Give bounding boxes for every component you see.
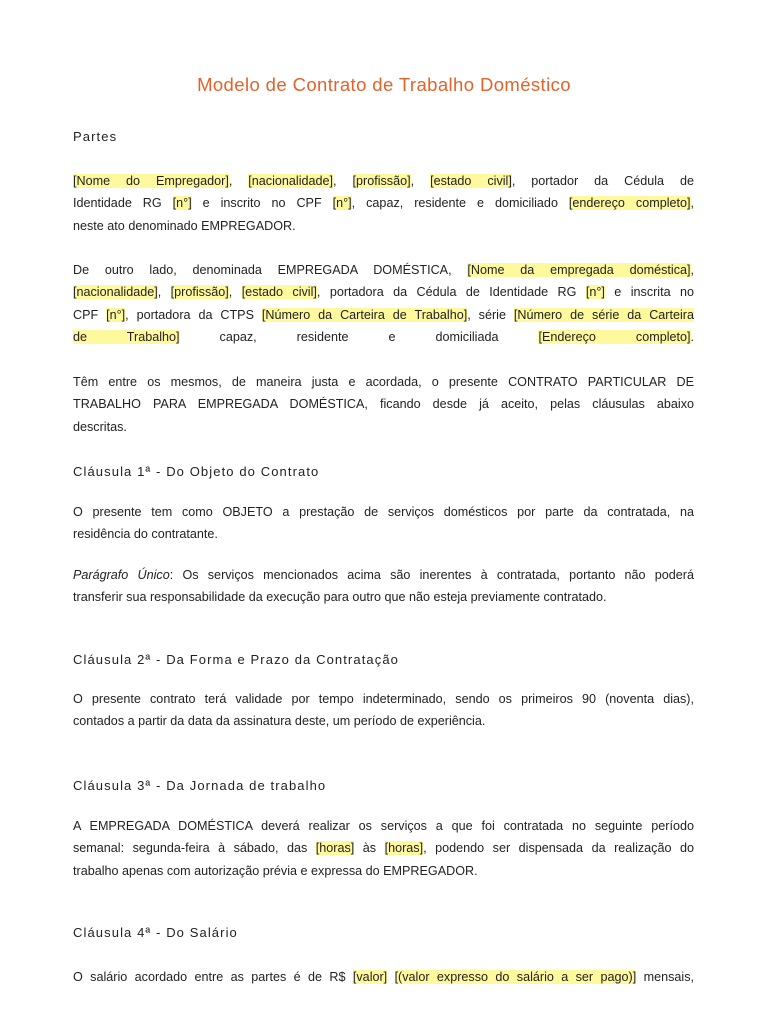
clause-4-paragraph — [73, 966, 694, 988]
end-hour-field: [horas] — [384, 841, 424, 856]
clause-2-heading: Cláusula 2ª - Da Forma e Prazo da Contratação — [73, 652, 399, 667]
rg-number-field: [n°] — [172, 196, 192, 211]
clause-3-paragraph — [73, 815, 694, 882]
parties-heading: Partes — [73, 129, 118, 144]
agreement-line-2: TRABALHO PARA EMPREGADA DOMÉSTICA, ficando desde já aceito, pelas cláusulas abaixo — [73, 397, 694, 412]
employee-line-4: de Trabalho] capaz, residente e domiciliada [Endereço completo]. — [73, 329, 694, 344]
clause-1-line-1: O presente tem como OBJETO a prestação de serviços domésticos por parte da contratada, na — [73, 505, 694, 519]
clause-2-paragraph — [73, 688, 694, 733]
employer-line-1: [Nome do Empregador], [nacionalidade], [profissão], [estado civil], portador da Cédula de — [73, 174, 695, 188]
clause-4-line-1: O salário acordado entre as partes é de R$ [valor] [(valor expresso do salário a ser pago)] mensais, — [73, 970, 694, 984]
sole-paragraph — [73, 564, 694, 609]
clause-4-heading: Cláusula 4ª - Do Salário — [73, 925, 238, 940]
cpf-number-field: [n°] — [332, 196, 352, 211]
clause-3-line-3: trabalho apenas com autorização prévia e expressa do EMPREGADOR. — [73, 863, 478, 878]
document-title: Modelo de Contrato de Trabalho Doméstico — [197, 74, 571, 95]
sole-paragraph-line-2: transferir sua responsabilidade da execução para outro que não esteja previamente contratado. — [73, 590, 607, 605]
employer-name-field: [Nome do Empregador] — [73, 174, 229, 188]
ctps-number-field: [Número da Carteira de Trabalho] — [261, 307, 468, 322]
civil-status-field: [estado civil] — [430, 174, 512, 188]
employer-line-2: Identidade RG [n°] e inscrito no CPF [n°], capaz, residente e domiciliado [endereço completo], — [73, 196, 694, 211]
sole-paragraph-label: Parágrafo Único — [73, 568, 170, 582]
clause-3-line-1: A EMPREGADA DOMÉSTICA deverá realizar os serviços a que foi contratada no seguinte período — [73, 819, 694, 833]
employee-nationality-field: [nacionalidade] — [73, 285, 158, 300]
ctps-series-field-part-2: de Trabalho] — [73, 329, 180, 344]
salary-words-field: [(valor expresso do salário a ser pago)] — [394, 970, 637, 984]
clause-3-line-2: semanal: segunda-feira à sábado, das [horas] às [horas], podendo ser dispensada da realização do — [73, 841, 694, 856]
sole-paragraph-line-1: Parágrafo Único: Os serviços mencionados acima são inerentes à contratada, portanto não poderá — [73, 568, 694, 582]
clause-2-line-2: contados a partir da data da assinatura deste, um período de experiência. — [73, 714, 486, 729]
start-hour-field: [horas] — [315, 841, 355, 856]
employee-line-2: [nacionalidade], [profissão], [estado civil], portadora da Cédula de Identidade RG [n°] e inscrita no — [73, 285, 695, 300]
nationality-field: [nacionalidade] — [248, 174, 334, 188]
employer-line-3: neste ato denominado EMPREGADOR. — [73, 218, 296, 233]
clause-1-line-2: residência do contratante. — [73, 527, 218, 542]
employee-profession-field: [profissão] — [170, 285, 229, 300]
clause-2-line-1: O presente contrato terá validade por tempo indeterminado, sendo os primeiros 90 (noventa dias), — [73, 692, 694, 706]
salary-value-field: [valor] — [352, 970, 388, 984]
agreement-paragraph — [73, 371, 694, 438]
employee-line-3: CPF [n°], portadora da CTPS [Número da Carteira de Trabalho], série [Número de série da Carteira — [73, 307, 695, 322]
clause-3-heading: Cláusula 3ª - Da Jornada de trabalho — [73, 778, 327, 793]
employee-cpf-field: [n°] — [106, 307, 126, 322]
ctps-series-field-part-1: [Número de série da Carteira — [513, 307, 695, 322]
clause-1-paragraph — [73, 501, 694, 546]
agreement-line-1: Têm entre os mesmos, de maneira justa e acordada, o presente CONTRATO PARTICULAR DE — [73, 375, 694, 389]
employee-paragraph — [73, 259, 694, 348]
employee-name-field: [Nome da empregada doméstica] — [467, 263, 691, 277]
employer-paragraph — [73, 170, 694, 237]
address-field: [endereço completo] — [568, 196, 691, 211]
employee-line-1: De outro lado, denominada EMPREGADA DOMÉSTICA, [Nome da empregada doméstica], — [73, 263, 694, 277]
employee-civil-status-field: [estado civil] — [241, 285, 317, 300]
agreement-line-3: descritas. — [73, 419, 127, 434]
employee-rg-field: [n°] — [585, 285, 605, 300]
employee-address-field: [Endereço completo] — [538, 329, 691, 344]
profession-field: [profissão] — [352, 174, 411, 188]
clause-1-heading: Cláusula 1ª - Do Objeto do Contrato — [73, 464, 320, 479]
